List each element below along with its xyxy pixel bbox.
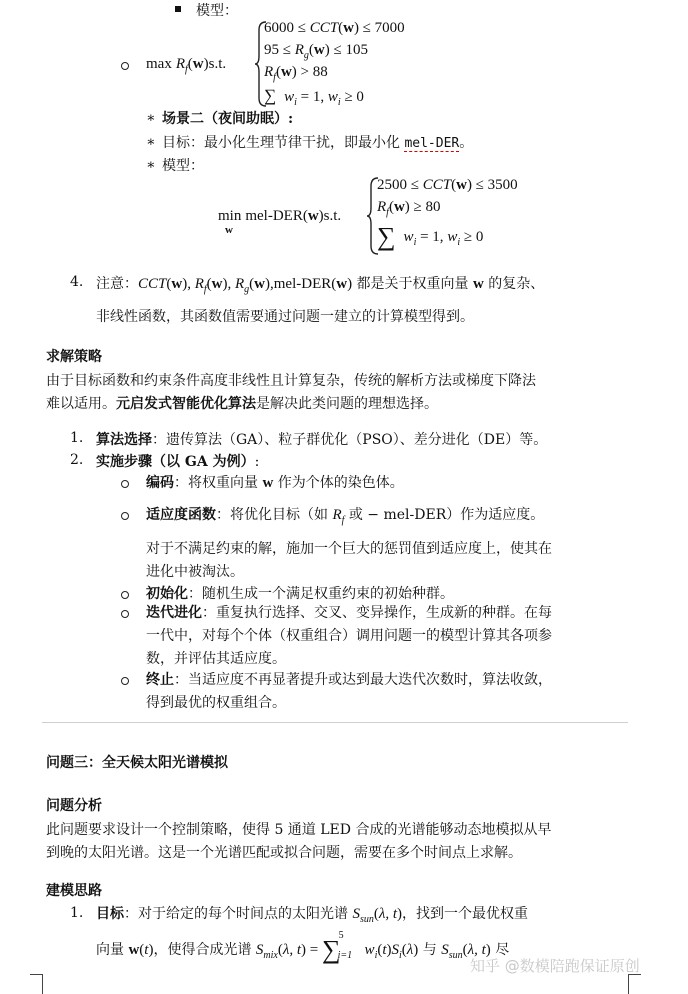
implementation-steps: 实施步骤（以 GA 为例）:	[96, 454, 260, 470]
scene2-model-label: 模型：	[162, 158, 204, 174]
scene1-objective: $\max R_f(w)s.t$.	[146, 56, 227, 75]
asterisk-bullet: ∗	[146, 134, 156, 150]
list-item-number: 1.	[70, 905, 84, 921]
list-item-number: 2.	[70, 452, 84, 468]
algorithm-choice: 算法选择：遗传算法（GA）、粒子群优化（PSO）、差分进化（DE）等。	[96, 432, 548, 448]
strategy-paragraph-line-1: 由于目标函数和约束条件高度非线性且计算复杂，传统的解析方法或梯度下降法	[46, 373, 536, 389]
scene2-constraint-3: ∑ $w_i = 1$, $w_i \ge 0$	[377, 222, 484, 251]
scene2-objective: min mel-DER(w)s.t.	[218, 208, 342, 224]
asterisk-bullet: ∗	[146, 110, 156, 126]
scene2-constraint-2: $R_f(w) \ge 80$	[377, 199, 441, 218]
page-corner-mark	[30, 974, 43, 994]
goal-line-1: 目标：对于给定的每个时间点的太阳光谱 $S_{sun}(\lambda$, t)，找到一个最优权重	[96, 906, 529, 925]
scene2-goal: 目标：最小化生理节律干扰，即最小化 mel-DER。	[162, 135, 474, 151]
step-fitness-detail-2: 进化中被淘汰。	[146, 564, 244, 580]
step-iterate-line-3: 数，并评估其适应度。	[146, 651, 286, 667]
analysis-heading: 问题分析	[46, 798, 102, 814]
scene1-constraint-3: $R_f(w) > 88$	[264, 64, 328, 83]
step-fitness: 适应度函数：将优化目标（如 $R_f$ 或 − mel-DER）作为适应度。	[146, 507, 545, 526]
bullet-circle	[121, 610, 129, 618]
bullet-circle	[121, 677, 129, 685]
watermark: 知乎 @数模陪跑保证原创	[470, 957, 640, 975]
note-number: 4.	[70, 274, 84, 290]
step-iterate-line-2: 一代中，对每个个体（权重组合）调用问题一的模型计算其各项参	[146, 628, 552, 644]
step-init: 初始化：随机生成一个满足权重约束的初始种群。	[146, 586, 454, 602]
step-terminate-line-1: 终止：当适应度不再显著提升或达到最大迭代次数时，算法收敛，	[146, 672, 552, 688]
scene2-title: 场景二（夜间助眠）:	[162, 111, 294, 127]
asterisk-bullet: ∗	[146, 157, 156, 173]
step-terminate-line-2: 得到最优的权重组合。	[146, 695, 286, 711]
bullet-circle	[121, 512, 129, 520]
bullet-circle	[121, 480, 129, 488]
note-line-1: 注意：CCT(w), $R_f(w)$, $R_g(w),mel-DER(w)$ 都是关于权重向量 w 的复杂、	[96, 276, 545, 295]
scene1-constraint-1: 6000 ≤ CCT(w) ≤ 7000	[264, 20, 405, 36]
goal-line-2: 向量 w(t)，使得合成光谱 $S_{mix}(\lambda$, t) = ∑$^5_{i=1}$ $w_i(t)S_i(\lambda)$ 与 $S_{sun}(\lambda$, t) 尽	[96, 930, 510, 964]
step-fitness-detail-1: 对于不满足约束的解，施加一个巨大的惩罚值到适应度上，使其在	[146, 541, 552, 557]
analysis-line-1: 此问题要求设计一个控制策略，使得 5 通道 LED 合成的光谱能够动态地模拟从早	[46, 822, 552, 838]
step-encoding: 编码：将权重向量 w 作为个体的染色体。	[146, 475, 404, 491]
page-corner-mark	[628, 974, 641, 994]
bullet-square	[175, 6, 181, 12]
step-iterate-line-1: 迭代进化：重复执行选择、交叉、变异操作，生成新的种群。在每	[146, 605, 552, 621]
scene1-constraint-4: ∑ $w_i = 1$, $w_i \ge 0$	[264, 86, 364, 108]
model-label: 模型：	[196, 3, 238, 19]
strategy-heading: 求解策略	[46, 349, 102, 365]
note-line-2: 非线性函数，其函数值需要通过问题一建立的计算模型得到。	[96, 309, 474, 325]
bullet-circle	[121, 591, 129, 599]
scene1-constraint-2: $95 \le R_g(w) \le 105$	[264, 42, 368, 61]
scene2-objective-sub: w	[225, 224, 233, 236]
analysis-line-2: 到晚的太阳光谱。这是一个光谱匹配或拟合问题，需要在多个时间点上求解。	[46, 845, 522, 861]
problem3-heading: 问题三：全天候太阳光谱模拟	[46, 755, 228, 771]
modeling-heading: 建模思路	[46, 883, 102, 899]
bullet-circle	[121, 62, 129, 70]
strategy-paragraph-line-2: 难以适用。元启发式智能优化算法是解决此类问题的理想选择。	[46, 396, 438, 412]
list-item-number: 1.	[70, 430, 84, 446]
scene2-constraint-1: 2500 ≤ CCT(w) ≤ 3500	[377, 177, 518, 193]
divider	[42, 722, 628, 723]
